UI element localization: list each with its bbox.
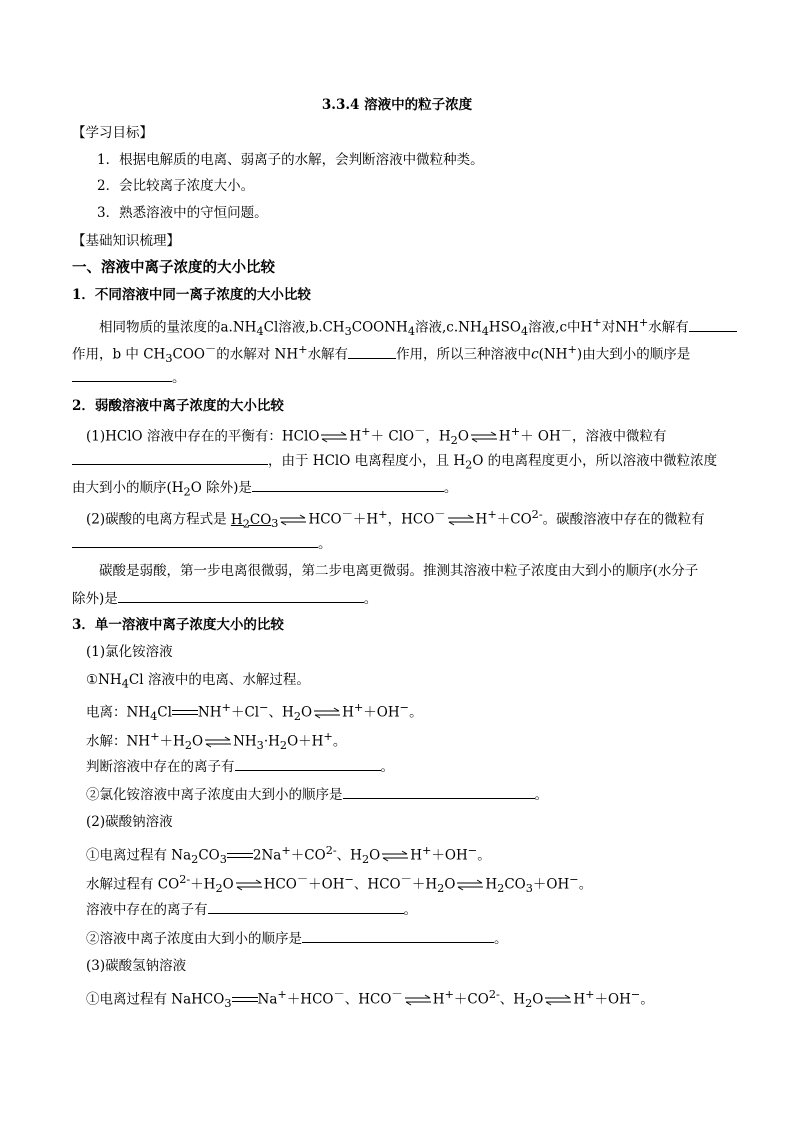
reversible-arrow-icon xyxy=(234,879,264,891)
text: NH xyxy=(197,704,222,721)
superscript: － xyxy=(391,988,403,1001)
text: HCO xyxy=(308,511,342,528)
text: Cl xyxy=(157,704,172,721)
reversible-arrow-icon xyxy=(543,994,573,1006)
sub3-b-line-2 xyxy=(86,870,592,899)
text: 。 xyxy=(443,480,458,496)
text: ①NH xyxy=(86,672,122,688)
equals-sign-icon xyxy=(227,851,253,861)
text: O xyxy=(191,733,204,750)
superscript: + xyxy=(298,343,308,356)
text: CO xyxy=(504,876,526,893)
sub1-line-1 xyxy=(99,313,737,342)
text: 。 xyxy=(363,591,378,607)
sub3-b-line-3 xyxy=(86,899,417,920)
goals-header: 【学习目标】 xyxy=(72,125,153,141)
subscript: 4 xyxy=(481,325,489,339)
basics-header: 【基础知识梳理】 xyxy=(72,233,180,249)
superscript: + xyxy=(361,425,371,438)
superscript: + xyxy=(444,988,454,1001)
superscript: － xyxy=(341,508,353,521)
superscript: － xyxy=(333,988,345,1001)
text: ＋H xyxy=(411,876,438,893)
subscript: 3 xyxy=(224,997,232,1011)
superscript: + xyxy=(592,316,602,329)
text xyxy=(230,511,272,531)
subscript: 2 xyxy=(450,434,458,448)
superscript: + xyxy=(281,844,291,857)
text: (NH xyxy=(538,346,568,363)
sub2-line-3 xyxy=(72,477,457,503)
superscript: − xyxy=(630,988,641,1001)
superscript: － xyxy=(204,343,217,356)
sub2-line-7 xyxy=(72,588,377,609)
superscript: + xyxy=(353,701,364,714)
text: O 的电离程度更小，所以溶液中微粒浓度 xyxy=(472,453,718,469)
sub3-c-line-1 xyxy=(86,985,654,1014)
sub3-a-line-4 xyxy=(86,756,394,777)
equals-sign-icon xyxy=(232,995,258,1005)
text: 溶液,c.NH xyxy=(415,319,482,336)
answer-blank[interactable] xyxy=(72,450,268,465)
sub2-line-5 xyxy=(72,533,332,554)
text: 作用，b 中 CH xyxy=(72,346,166,363)
sub3-b-line-1 xyxy=(86,841,491,870)
text: 。 xyxy=(332,733,347,750)
subscript: 3 xyxy=(219,853,227,867)
text: ，溶液中微粒有 xyxy=(572,428,667,445)
answer-blank[interactable] xyxy=(208,899,404,914)
text: ＋H xyxy=(159,733,185,750)
text: 。 xyxy=(534,787,548,803)
subsection-3-title: 3．单一溶液中离子浓度大小的比较 xyxy=(72,617,284,633)
reversible-arrow-icon xyxy=(455,879,485,891)
superscript: － xyxy=(560,425,573,438)
sub3-a-line-2 xyxy=(86,698,423,727)
sodium-bicarbonate-title: (3)碳酸氢钠溶液 xyxy=(86,958,187,974)
text: 水解：NH xyxy=(86,733,151,750)
superscript: − xyxy=(344,873,354,886)
text: 的水解对 NH xyxy=(216,346,299,363)
text: CO xyxy=(249,511,272,528)
text: ＋OH xyxy=(308,876,345,893)
superscript: － xyxy=(296,873,309,886)
text: ＋CO xyxy=(290,847,326,864)
text: O xyxy=(369,847,381,864)
superscript: − xyxy=(399,701,410,714)
text: O xyxy=(532,991,544,1008)
text: 。 xyxy=(409,704,423,721)
superscript: － xyxy=(414,425,426,438)
text: 、HCO xyxy=(353,876,401,893)
answer-blank[interactable] xyxy=(252,477,444,492)
text: Cl溶液,b.CH xyxy=(263,319,345,336)
text: ·H xyxy=(263,733,280,750)
superscript: + xyxy=(421,844,432,857)
text: ＋CO xyxy=(496,511,532,528)
text: 。 xyxy=(172,370,186,386)
text: ＋OH xyxy=(532,876,570,893)
text: O xyxy=(301,704,313,721)
subscript: 2 xyxy=(191,853,199,867)
italic-c: c xyxy=(531,346,539,363)
text: H xyxy=(342,704,354,721)
subsection-1-title: 1．不同溶液中同一离子浓度的大小比较 xyxy=(72,287,311,303)
text: 、H xyxy=(499,991,526,1008)
text: 。 xyxy=(640,991,654,1008)
subscript: 3 xyxy=(256,739,264,753)
subscript: 3 xyxy=(165,352,173,366)
sub3-a-line-5 xyxy=(86,784,548,805)
text: H xyxy=(349,428,362,445)
text: Cl 溶液中的电离、水解过程。 xyxy=(128,672,310,688)
reversible-arrow-icon xyxy=(403,994,433,1006)
superscript: − xyxy=(467,844,478,857)
answer-blank[interactable] xyxy=(348,344,396,359)
text: 、H xyxy=(336,847,362,864)
subscript: 2 xyxy=(465,458,473,472)
text: H xyxy=(573,991,586,1008)
text: ＋OH xyxy=(363,704,400,721)
subscript: 2 xyxy=(361,853,370,867)
text: 判断溶液中存在的离子有 xyxy=(86,759,235,775)
sub2-line-1 xyxy=(86,422,667,451)
subscript: 2 xyxy=(437,882,445,896)
superscript: + xyxy=(221,701,231,714)
reversible-arrow-icon xyxy=(278,514,308,526)
text: 。 xyxy=(403,902,417,918)
text: H xyxy=(485,876,498,893)
sub3-a-line-1 xyxy=(86,670,310,695)
sub3-a-line-3 xyxy=(86,727,346,756)
superscript: + xyxy=(150,730,160,743)
text: 溶液中存在的离子有 xyxy=(86,902,208,918)
text: 水解有 xyxy=(307,346,349,363)
subscript: 4 xyxy=(121,677,129,691)
superscript: + xyxy=(277,988,287,1001)
subsection-2-title: 2．弱酸溶液中离子浓度的大小比较 xyxy=(72,398,284,414)
answer-blank[interactable] xyxy=(118,588,364,603)
subscript: 2 xyxy=(183,485,191,499)
sub3-b-line-4 xyxy=(86,928,508,949)
text: H xyxy=(498,428,511,445)
text: ＋ ClO xyxy=(370,428,415,445)
subscript: 3 xyxy=(344,325,352,339)
goal-item: 2．会比较离子浓度大小。 xyxy=(97,178,255,194)
superscript: + xyxy=(567,343,577,356)
superscript: 2- xyxy=(325,844,337,857)
text: NH xyxy=(233,733,257,750)
text: (1)HClO 溶液中存在的平衡有：HClO xyxy=(86,428,320,445)
goal-item: 3．熟悉溶液中的守恒问题。 xyxy=(97,205,268,221)
text: 对NH xyxy=(601,319,639,336)
text: 。 xyxy=(318,536,332,552)
text: ＋OH xyxy=(431,847,468,864)
text: ＋ OH xyxy=(520,428,561,445)
text: 。 xyxy=(380,759,394,775)
text: O xyxy=(457,428,469,445)
subscript: 2 xyxy=(279,739,288,753)
subscript: 2 xyxy=(242,517,250,531)
text: H xyxy=(432,991,445,1008)
text: ＋CO xyxy=(453,991,489,1008)
sodium-carbonate-title: (2)碳酸钠溶液 xyxy=(86,814,173,830)
superscript: 2- xyxy=(531,508,543,521)
reversible-arrow-icon xyxy=(203,736,233,748)
text: 相同物质的量浓度的a.NH xyxy=(99,319,257,336)
text: (2)碳酸的电离方程式是 xyxy=(86,511,227,528)
reversible-arrow-icon xyxy=(469,431,499,443)
text: HSO xyxy=(488,319,521,336)
answer-blank[interactable] xyxy=(302,928,494,943)
text: ②氯化铵溶液中离子浓度由大到小的顺序是 xyxy=(86,787,343,803)
sub1-line-2 xyxy=(72,340,690,369)
text: ＋HCO xyxy=(286,991,334,1008)
subscript: 4 xyxy=(407,325,415,339)
text: O 除外)是 xyxy=(190,480,252,496)
text: 电离：NH xyxy=(86,704,151,721)
superscript: + xyxy=(487,508,497,521)
answer-blank[interactable] xyxy=(343,784,535,799)
sub2-line-6: 碳酸是弱酸，第一步电离很微弱，第二步电离更微弱。推测其溶液中粒子浓度由大到小的顺序(水分子 xyxy=(99,563,699,579)
reversible-arrow-icon xyxy=(380,850,410,862)
superscript: + xyxy=(638,316,649,329)
text: 2Na xyxy=(252,847,282,864)
text: ＋H xyxy=(190,876,216,893)
answer-blank[interactable] xyxy=(235,756,381,771)
text: ＋Cl xyxy=(230,704,260,721)
superscript: 2- xyxy=(488,988,500,1001)
text: ①电离过程有 Na xyxy=(86,847,192,864)
superscript: + xyxy=(323,730,333,743)
sub2-line-2 xyxy=(72,450,717,476)
text: 由大到小的顺序(H xyxy=(72,480,184,496)
text: ，H xyxy=(425,428,451,445)
superscript: － xyxy=(400,873,412,886)
answer-blank[interactable] xyxy=(72,367,172,382)
subscript: 2 xyxy=(184,739,192,753)
text: 、H xyxy=(268,704,294,721)
subscript: 3 xyxy=(271,517,279,531)
text: Na xyxy=(257,991,278,1008)
superscript: − xyxy=(259,701,269,714)
text: 作用，所以三种溶液中 xyxy=(396,346,532,363)
superscript: － xyxy=(434,508,446,521)
reversible-arrow-icon xyxy=(319,431,349,443)
superscript: + xyxy=(378,508,388,521)
text: ，HCO xyxy=(387,511,435,528)
text: 。 xyxy=(578,876,593,893)
goal-item: 1．根据电解质的电离、弱离子的水解，会判断溶液中微粒种类。 xyxy=(97,152,484,168)
text: ，由于 HClO 电离程度小，且 H xyxy=(268,453,466,469)
text: HCO xyxy=(263,876,297,893)
text: 除外)是 xyxy=(72,591,118,607)
text: O＋H xyxy=(287,733,324,750)
subscript: 3 xyxy=(525,882,533,896)
text: 、HCO xyxy=(344,991,392,1008)
answer-blank[interactable] xyxy=(689,317,737,332)
superscript: 2- xyxy=(179,873,191,886)
text: O xyxy=(444,876,456,893)
text: 水解有 xyxy=(648,319,689,336)
text: COONH xyxy=(351,319,408,336)
text: 。 xyxy=(494,931,508,947)
text: H xyxy=(475,511,488,528)
text: ②溶液中离子浓度由大到小的顺序是 xyxy=(86,931,302,947)
text: COO xyxy=(172,346,205,363)
reversible-arrow-icon xyxy=(446,514,476,526)
text: 。碳酸溶液中存在的微粒有 xyxy=(542,511,705,528)
subscript: 2 xyxy=(497,882,505,896)
answer-blank[interactable] xyxy=(72,533,318,548)
subscript: 4 xyxy=(150,710,158,724)
subscript: 2 xyxy=(215,882,223,896)
sub2-line-4 xyxy=(86,505,705,534)
page-title: 3.3.4 溶液中的粒子浓度 xyxy=(321,97,473,113)
superscript: + xyxy=(585,988,595,1001)
text: ①电离过程有 NaHCO xyxy=(86,991,225,1008)
subscript: 2 xyxy=(293,710,301,724)
sub1-line-3 xyxy=(72,367,186,388)
subscript: 4 xyxy=(521,325,529,339)
ammonium-chloride-title: (1)氯化铵溶液 xyxy=(86,644,173,660)
text: 溶液,c中H xyxy=(528,319,593,336)
superscript: + xyxy=(510,425,521,438)
text: H xyxy=(230,511,243,528)
reversible-arrow-icon xyxy=(312,707,342,719)
superscript: − xyxy=(569,873,579,886)
text: CO xyxy=(198,847,220,864)
text: )由大到小的顺序是 xyxy=(576,346,691,363)
text: 水解过程有 CO xyxy=(86,876,180,893)
text: ＋H xyxy=(352,511,379,528)
equals-sign-icon xyxy=(172,708,198,718)
subscript: 2 xyxy=(525,997,533,1011)
text: H xyxy=(410,847,422,864)
text: O xyxy=(222,876,234,893)
text: ＋OH xyxy=(594,991,631,1008)
text: 。 xyxy=(477,847,491,864)
subscript: 4 xyxy=(256,325,264,339)
section-1-title: 一、溶液中离子浓度的大小比较 xyxy=(72,259,275,276)
